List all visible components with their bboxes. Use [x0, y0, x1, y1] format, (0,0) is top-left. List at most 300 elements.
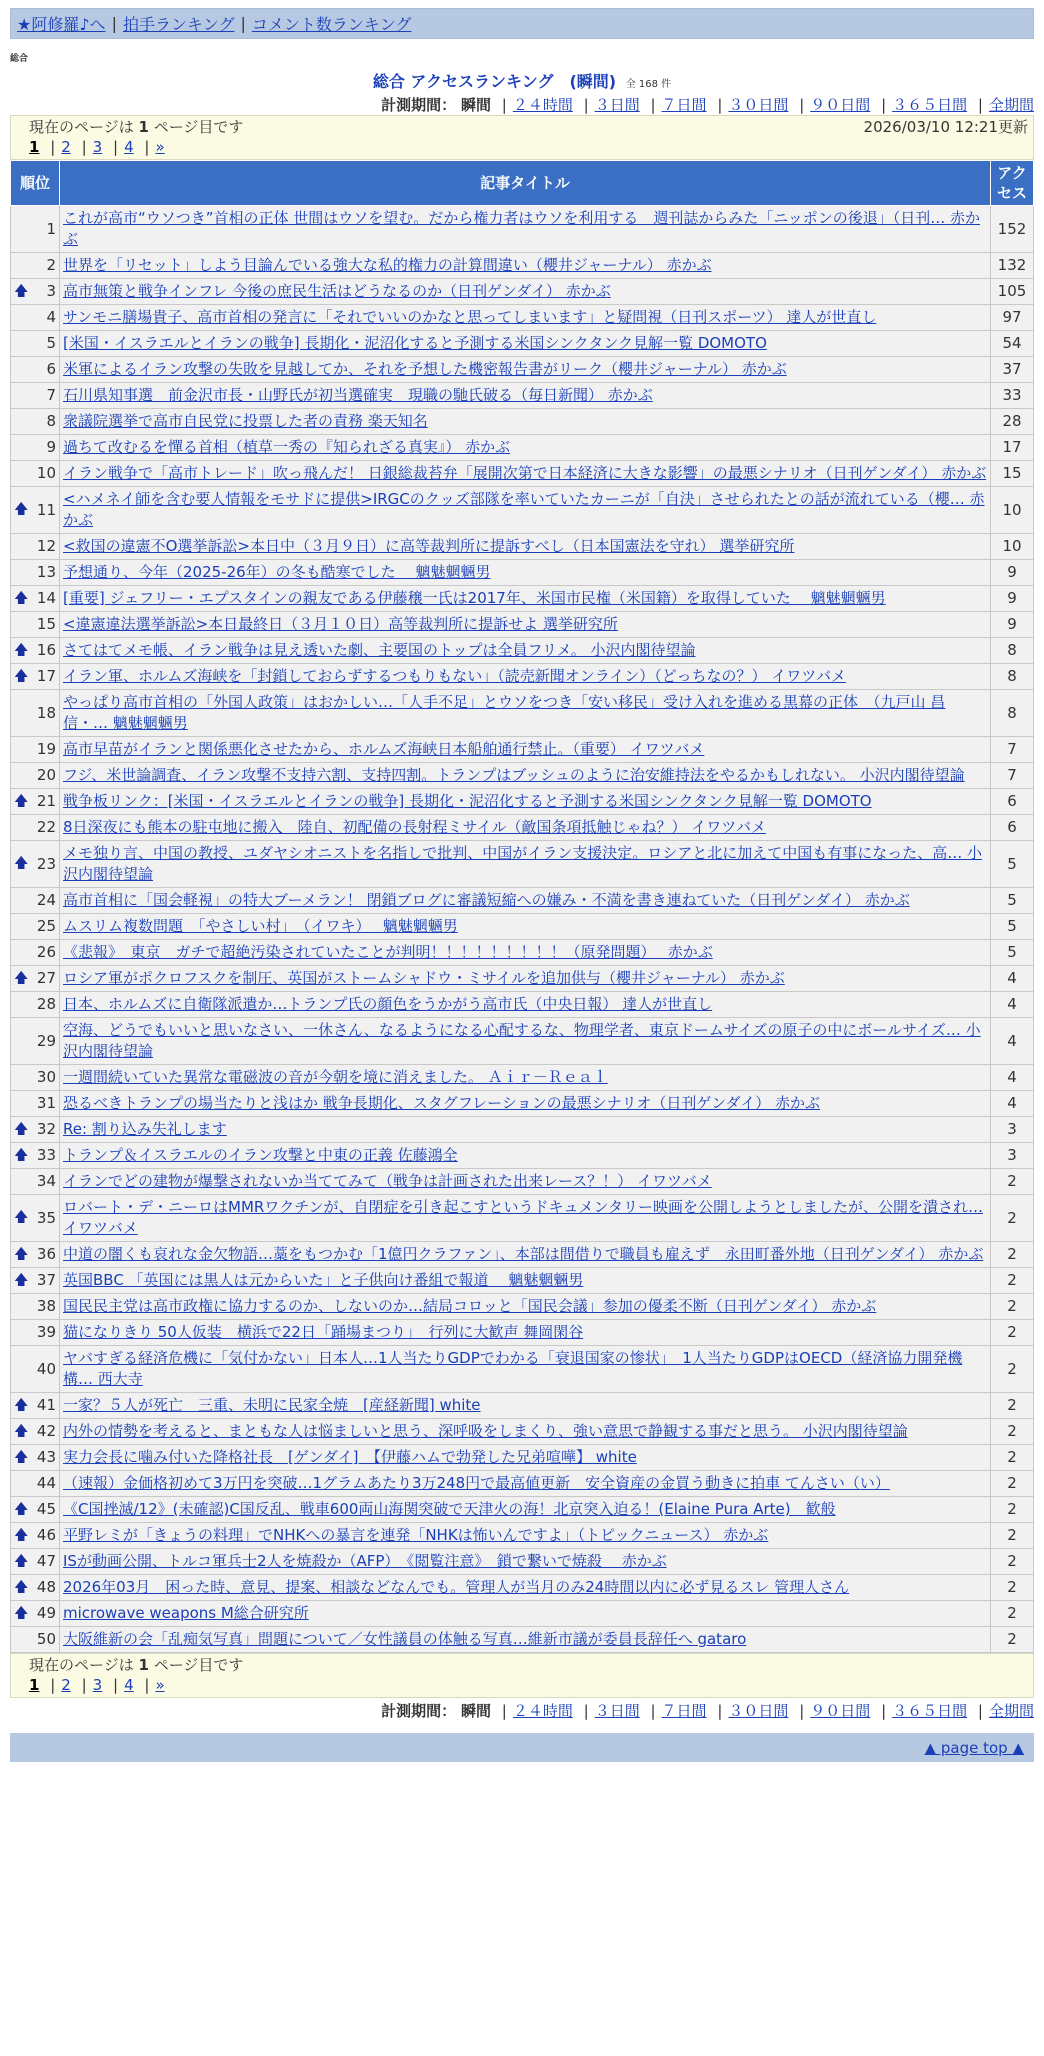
rank-number: 26: [36, 943, 56, 961]
rank-cell: [11, 305, 60, 331]
rank-cell: [11, 612, 60, 638]
table-header-row: [11, 161, 1034, 206]
table-row: [11, 206, 1034, 253]
article-title-link[interactable]: 8日深夜にも熊本の駐屯地に搬入 陸自、初配備の長射程ミサイル（敵国条項抵触じゃね？） イワツバメ: [63, 818, 766, 836]
period-link-7d[interactable]: ７日間: [661, 96, 707, 114]
article-title-link[interactable]: 過ちて改むるを憚る首相（植草一秀の『知られざる真実』） 赤かぶ: [63, 438, 511, 456]
table-row: [11, 1346, 1034, 1393]
rank-cell: [11, 1018, 60, 1065]
period-link-3d[interactable]: ３日間: [594, 96, 640, 114]
updated-timestamp: 2026/03/10 12:21更新: [863, 118, 1028, 136]
article-title-link[interactable]: 空海、どうでもいいと思いなさい、一休さん、なるようになる心配するな、物理学者、東京ドームサイズの原子の中にボールサイズ… 小沢内閣待望論: [63, 1021, 981, 1060]
rank-cell: [11, 1320, 60, 1346]
page-link-2[interactable]: 2: [61, 138, 71, 156]
period-selector-bottom: 計測期間： 瞬間 | ２４時間 | ３日間 | ７日間 | ３０日間 | ９０日間 | ３６５日間 | 全期間: [381, 1702, 1034, 1720]
rank-number: 37: [36, 1271, 56, 1289]
page-top-link[interactable]: ▲ page top ▲: [924, 1738, 1024, 1757]
article-title-link[interactable]: 米軍によるイラン攻撃の失敗を見越してか、それを予想した機密報告書がリーク（櫻井ジャーナル） 赤かぶ: [63, 360, 787, 378]
rank-up-arrow-icon: 🡅: [14, 590, 29, 606]
period-link-90d[interactable]: ９０日間: [810, 96, 871, 114]
title-cell: [60, 534, 991, 560]
article-title-link[interactable]: 予想通り、今年（2025-26年）の冬も酷寒でした 魑魅魍魎男: [63, 563, 491, 581]
article-title-link[interactable]: 国民民主党は高市政権に協力するのか、しないのか…結局コロッと「国民会議」参加の優柔不断（日刊ゲンダイ） 赤かぶ: [63, 1297, 877, 1315]
title-cell: [60, 305, 991, 331]
article-title-link[interactable]: [重要] ジェフリー・エプスタインの親友である伊藤穣一氏は2017年、米国市民権（米国籍）を取得していた 魑魅魍魎男: [63, 589, 886, 607]
rank-cell: [11, 1419, 60, 1445]
rank-number: 29: [36, 1031, 56, 1050]
table-row: [11, 279, 1034, 305]
period-current: 瞬間: [460, 96, 491, 114]
article-title-link[interactable]: 日本、ホルムズに自衛隊派遣か…トランプ氏の顔色をうかがう高市氏（中央日報） 達人が世直し: [63, 995, 713, 1013]
pager-bottom: [10, 1653, 1034, 1698]
table-row: [11, 560, 1034, 586]
period-link-365d[interactable]: ３６５日間: [892, 1702, 968, 1720]
article-title-link[interactable]: （速報）金価格初めて3万円を突破…1グラムあたり3万248円で最高値更新 安全資産の金買う動きに拍車 てんさい（い）: [63, 1474, 890, 1492]
article-title-link[interactable]: サンモニ膳場貴子、高市首相の発言に「それでいいのかなと思ってしまいます」と疑問視（日刊スポーツ） 達人が世直し: [63, 308, 877, 326]
access-count: 5: [991, 914, 1034, 940]
access-count: 4: [991, 966, 1034, 992]
rank-up-arrow-icon: 🡅: [14, 1605, 29, 1621]
access-count: 4: [991, 1091, 1034, 1117]
rank-number: 46: [36, 1526, 56, 1544]
rank-cell: [11, 1065, 60, 1091]
rank-number: 14: [36, 589, 56, 607]
access-count: 9: [991, 612, 1034, 638]
rank-number: 25: [36, 917, 56, 935]
rank-number: 41: [36, 1396, 56, 1414]
article-title-link[interactable]: 戦争板リンク：[米国・イスラエルとイランの戦争] 長期化・泥沼化すると予測する米国シンクタンク見解一覧 DOMOTO: [63, 792, 872, 810]
access-count: 2: [991, 1242, 1034, 1268]
rank-cell: [11, 253, 60, 279]
period-link-7d[interactable]: ７日間: [661, 1702, 707, 1720]
article-title-link[interactable]: さてはてメモ帳、イラン戦争は見え透いた劇、主要国のトップは全員フリメ。 小沢内閣待望論: [63, 641, 696, 659]
title-cell: [60, 940, 991, 966]
title-cell: [60, 331, 991, 357]
title-cell: [60, 1117, 991, 1143]
table-row: [11, 534, 1034, 560]
table-row: [11, 1195, 1034, 1242]
access-count: 5: [991, 841, 1034, 888]
article-title-link[interactable]: 2026年03月 困った時、意見、提案、相談などなんでも。管理人が当月のみ24時間以内に必ず見るスレ 管理人さん: [63, 1578, 850, 1596]
page-link-2[interactable]: 2: [61, 1676, 71, 1694]
article-title-link[interactable]: 一家？５人が死亡 三重、未明に民家全焼 [産経新聞] white: [63, 1396, 481, 1414]
access-count: 2: [991, 1294, 1034, 1320]
rank-cell: [11, 1195, 60, 1242]
period-link-24h[interactable]: ２４時間: [512, 96, 573, 114]
nav-link-ashura[interactable]: ★阿修羅♪へ: [17, 15, 106, 34]
access-count: 6: [991, 815, 1034, 841]
title-cell: [60, 206, 991, 253]
rank-cell: [11, 1601, 60, 1627]
rank-number: 12: [36, 537, 56, 555]
rank-up-arrow-icon: 🡅: [14, 1246, 29, 1262]
article-title-link[interactable]: やっぱり高市首相の「外国人政策」はおかしい…「人手不足」とウソをつき「安い移民」受け入れを進める黒幕の正体 （九戸山 昌信・… 魑魅魍魎男: [63, 693, 946, 732]
access-count: 8: [991, 690, 1034, 737]
access-count: 28: [991, 409, 1034, 435]
rank-number: 11: [36, 500, 56, 519]
title-cell: [60, 1195, 991, 1242]
access-count: 15: [991, 461, 1034, 487]
article-title-link[interactable]: 《悲報》 東京 ガチで超絶汚染されていたことが判明！！！！！！！！！（原発問題） 赤かぶ: [63, 943, 713, 961]
article-title-link[interactable]: 中道の闇くも哀れな金欠物語…藁をもつかむ「1億円クラファン」、本部は間借りで職員も雇えず 永田町番外地（日刊ゲンダイ） 赤かぶ: [63, 1245, 984, 1263]
rank-number: 16: [36, 641, 56, 659]
rank-cell: [11, 1268, 60, 1294]
title-cell: [60, 737, 991, 763]
period-label: 計測期間：: [381, 1702, 457, 1720]
article-title-link[interactable]: 一週間続いていた異常な電磁波の音が今朝を境に消えました。 Ａｉｒ－Ｒｅａｌ: [63, 1068, 608, 1086]
rank-number: 40: [36, 1359, 56, 1378]
access-count: 7: [991, 737, 1034, 763]
title-cell: [60, 914, 991, 940]
table-row: [11, 487, 1034, 534]
table-row: [11, 1143, 1034, 1169]
rank-up-arrow-icon: 🡅: [14, 1527, 29, 1543]
rank-up-arrow-icon: 🡅: [14, 1209, 29, 1226]
table-row: [11, 992, 1034, 1018]
title-cell: [60, 888, 991, 914]
title-cell: [60, 1242, 991, 1268]
article-title-link[interactable]: [米国・イスラエルとイランの戦争] 長期化・泥沼化すると予測する米国シンクタンク見解一覧 DOMOTO: [63, 334, 767, 352]
article-title-link[interactable]: ロバート・デ・ニーロはMMRワクチンが、自閉症を引き起こすというドキュメンタリー映画を公開しようとしましたが、公開を潰され… イワツバメ: [63, 1198, 983, 1237]
article-title-link[interactable]: 石川県知事選 前金沢市長・山野氏が初当選確実 現職の馳氏破る（毎日新聞） 赤かぶ: [63, 386, 653, 404]
access-count: 9: [991, 586, 1034, 612]
table-row: [11, 1471, 1034, 1497]
table-row: [11, 1065, 1034, 1091]
rank-up-arrow-icon: 🡅: [14, 1579, 29, 1595]
article-title-link[interactable]: ムスリム複数問題 「やさしい村」 （イワキ） 魑魅魍魎男: [63, 917, 458, 935]
rank-number: 17: [36, 667, 56, 685]
article-title-link[interactable]: 《C国挫滅/12》(未確認)C国反乱、戦車600両山海関突破で天津火の海！北京突入迫る！(Elaine Pura Arte) 歓般: [63, 1500, 836, 1518]
article-title-link[interactable]: 内外の情勢を考えると、まともな人は悩ましいと思う、深呼吸をしまくり、強い意思で静観する事だと思う。 小沢内閣待望論: [63, 1422, 908, 1440]
rank-up-arrow-icon: 🡅: [14, 970, 29, 986]
nav-link-comment-ranking[interactable]: コメント数ランキング: [251, 15, 412, 34]
total-count: 全 168 件: [625, 79, 672, 90]
rank-cell: [11, 1117, 60, 1143]
access-count: 2: [991, 1445, 1034, 1471]
table-row: [11, 1393, 1034, 1419]
article-title-link[interactable]: 英国BBC 「英国には黒人は元からいた」と子供向け番組で報道 魑魅魍魎男: [63, 1271, 584, 1289]
nav-separator: |: [111, 14, 117, 33]
period-label: 計測期間：: [381, 96, 457, 114]
rank-number: 38: [36, 1297, 56, 1315]
rank-cell: [11, 638, 60, 664]
title-cell: [60, 560, 991, 586]
rank-number: 27: [36, 969, 56, 987]
rank-number: 45: [36, 1500, 56, 1518]
title-cell: [60, 966, 991, 992]
rank-number: 3: [46, 282, 56, 300]
title-cell: [60, 638, 991, 664]
article-title-link[interactable]: ISが動画公開、トルコ軍兵士2人を焼殺か（AFP） 《閲覧注意》 鎖で繋いで焼殺 赤かぶ: [63, 1552, 667, 1570]
period-link-365d[interactable]: ３６５日間: [892, 96, 968, 114]
article-title-link[interactable]: Re: 割り込み失礼します: [63, 1120, 227, 1138]
rank-cell: [11, 940, 60, 966]
table-row: [11, 1169, 1034, 1195]
title-cell: [60, 1471, 991, 1497]
article-title-link[interactable]: 猫になりきり 50人仮装 横浜で22日「踊場まつり」 行列に大歓声 舞岡閑谷: [63, 1323, 584, 1341]
rank-number: 5: [46, 334, 56, 352]
article-title-link[interactable]: ロシア軍がポクロフスクを制圧、英国がストームシャドウ・ミサイルを追加供与（櫻井ジャーナル） 赤かぶ: [63, 969, 785, 987]
nav-separator: |: [240, 14, 246, 33]
article-title-link[interactable]: ヤバすぎる経済危機に「気付かない」日本人…1人当たりGDPでわかる「衰退国家の惨状」 1人当たりGDPはOECD（経済協力開発機構… 西大寺: [63, 1349, 963, 1388]
rank-number: 18: [36, 703, 56, 722]
access-count: 33: [991, 383, 1034, 409]
article-title-link[interactable]: フジ、米世論調査、イラン攻撃不支持六割、支持四割。トランプはブッシュのように治安維持法をやるかもしれない。 小沢内閣待望論: [63, 766, 965, 784]
ranking-table: [10, 160, 1034, 1653]
rank-number: 2: [46, 256, 56, 274]
article-title-link[interactable]: イランでどの建物が爆撃されないか当ててみて（戦争は計画された出来レース？！） イワツバメ: [63, 1172, 712, 1190]
article-title-link[interactable]: 世界を「リセット」しよう目論んでいる強大な私的権力の計算間違い（櫻井ジャーナル） 赤かぶ: [63, 256, 712, 274]
rank-number: 36: [36, 1245, 56, 1263]
rank-cell: [11, 1523, 60, 1549]
article-title-link[interactable]: 高市無策と戦争インフレ 今後の庶民生活はどうなるのか（日刊ゲンダイ） 赤かぶ: [63, 282, 611, 300]
period-link-all[interactable]: 全期間: [988, 1702, 1034, 1720]
article-title-link[interactable]: これが高市“ウソつき”首相の正体 世間はウソを望む。だから権力者はウソを利用する 週刊誌からみた「ニッポンの後退」（日刊… 赤かぶ: [63, 209, 980, 248]
rank-cell: [11, 1497, 60, 1523]
table-row: [11, 1018, 1034, 1065]
rank-up-arrow-icon: 🡅: [14, 1147, 29, 1163]
title-cell: [60, 1018, 991, 1065]
article-title-link[interactable]: 高市首相に「国会軽視」の特大ブーメラン！ 閉鎖ブログに審議短縮への嫌み・不満を書き連ねていた（日刊ゲンダイ） 赤かぶ: [63, 891, 910, 909]
footer-bar: [10, 1733, 1034, 1762]
rank-number: 8: [46, 412, 56, 430]
rank-up-arrow-icon: 🡅: [14, 1501, 29, 1517]
rank-cell: [11, 1143, 60, 1169]
rank-cell: [11, 763, 60, 789]
rank-number: 6: [46, 360, 56, 378]
rank-cell: [11, 534, 60, 560]
rank-up-arrow-icon: 🡅: [14, 283, 29, 299]
access-count: 2: [991, 1393, 1034, 1419]
table-row: [11, 435, 1034, 461]
access-count: 2: [991, 1419, 1034, 1445]
rank-up-arrow-icon: 🡅: [14, 855, 29, 872]
table-row: [11, 690, 1034, 737]
access-count: 2: [991, 1346, 1034, 1393]
current-page-text: 現在のページは 1 ページ目です: [29, 118, 244, 136]
period-link-3d[interactable]: ３日間: [594, 1702, 640, 1720]
title-cell: [60, 1419, 991, 1445]
rank-number: 49: [36, 1604, 56, 1622]
rank-up-arrow-icon: 🡅: [14, 1397, 29, 1413]
rank-cell: [11, 1294, 60, 1320]
title-cell: [60, 815, 991, 841]
rank-up-arrow-icon: 🡅: [14, 668, 29, 684]
table-row: [11, 612, 1034, 638]
rank-number: 34: [36, 1172, 56, 1190]
access-count: 6: [991, 789, 1034, 815]
article-title-link[interactable]: イラン軍、ホルムズ海峡を「封鎖しておらずするつもりもない」（読売新聞オンライン）（どっちなの？） イワツバメ: [63, 667, 846, 685]
page-link-4[interactable]: 4: [124, 1676, 134, 1694]
rank-number: 42: [36, 1422, 56, 1440]
article-title-link[interactable]: 衆議院選挙で高市自民党に投票した者の責務 楽天知名: [63, 412, 428, 430]
table-row: [11, 409, 1034, 435]
table-row: [11, 1091, 1034, 1117]
article-title-link[interactable]: 恐るべきトランプの場当たりと浅はか 戦争長期化、スタグフレーションの最悪シナリオ（日刊ゲンダイ） 赤かぶ: [63, 1094, 820, 1112]
title-cell: [60, 763, 991, 789]
page-next-link[interactable]: »: [155, 1676, 165, 1694]
title-cell: [60, 1575, 991, 1601]
rank-number: 32: [36, 1120, 56, 1138]
title-cell: [60, 1497, 991, 1523]
table-row: [11, 888, 1034, 914]
table-row: [11, 1549, 1034, 1575]
page-links: 1 | 2 | 3 | 4 | »: [29, 1676, 165, 1694]
rank-cell: [11, 435, 60, 461]
article-title-link[interactable]: <ハメネイ師を含む要人情報をモサドに提供>IRGCのクッズ部隊を率いていたカーニが「自決」させられたとの話が流れている（櫻… 赤かぶ: [63, 490, 985, 529]
rank-number: 44: [36, 1474, 56, 1492]
access-count: 2: [991, 1169, 1034, 1195]
article-title-link[interactable]: イラン戦争で「高市トレード」吹っ飛んだ！ 日銀総裁苔弁「展開次第で日本経済に大きな影響」の最悪シナリオ（日刊ゲンダイ） 赤かぶ: [63, 464, 987, 482]
title-cell: [60, 586, 991, 612]
ranking-title-row: [10, 69, 1034, 92]
title-cell: [60, 435, 991, 461]
rank-cell: [11, 461, 60, 487]
access-count: 2: [991, 1549, 1034, 1575]
col-header-title: 記事タイトル: [60, 161, 991, 206]
page-link-3[interactable]: 3: [92, 138, 103, 156]
access-count: 4: [991, 1018, 1034, 1065]
article-title-link[interactable]: 平野レミが「きょうの料理」でNHKへの暴言を連発「NHKは怖いんですよ」（トピックニュース） 赤かぶ: [63, 1526, 769, 1544]
title-cell: [60, 1549, 991, 1575]
table-row: [11, 940, 1034, 966]
table-row: [11, 966, 1034, 992]
rank-cell: [11, 1471, 60, 1497]
article-title-link[interactable]: メモ独り言、中国の教授、ユダヤシオニストを名指しで批判、中国がイラン支援決定。ロシアと北に加えて中国も有事になった、高… 小沢内閣待望論: [63, 844, 983, 883]
nav-link-clap-ranking[interactable]: 拍手ランキング: [122, 15, 235, 34]
top-nav-bar: [10, 8, 1034, 39]
access-count: 105: [991, 279, 1034, 305]
article-title-link[interactable]: 高市早苗がイランと関係悪化させたから、ホルムズ海峡日本船舶通行禁止。（重要） イワツバメ: [63, 740, 705, 758]
rank-number: 23: [36, 854, 56, 873]
rank-cell: [11, 560, 60, 586]
table-row: [11, 461, 1034, 487]
table-row: [11, 737, 1034, 763]
page-current: 1: [29, 138, 40, 156]
title-cell: [60, 664, 991, 690]
rank-cell: [11, 1169, 60, 1195]
page-title: 総合 アクセスランキング (瞬間): [372, 72, 617, 91]
rank-number: 19: [36, 740, 56, 758]
col-header-rank: 順位: [11, 161, 60, 206]
rank-number: 48: [36, 1578, 56, 1596]
title-cell: [60, 1627, 991, 1653]
article-title-link[interactable]: 大阪維新の会「乱痴気写真」問題について／女性議員の体触る写真…維新市議が委員長辞任へ gataro: [63, 1630, 747, 1648]
table-row: [11, 1575, 1034, 1601]
access-count: 4: [991, 1065, 1034, 1091]
rank-cell: [11, 206, 60, 253]
page-links: 1 | 2 | 3 | 4 | »: [29, 138, 165, 156]
period-selector-top: 計測期間： 瞬間 | ２４時間 | ３日間 | ７日間 | ３０日間 | ９０日間 | ３６５日間 | 全期間: [381, 96, 1034, 114]
period-link-24h[interactable]: ２４時間: [512, 1702, 573, 1720]
table-row: [11, 1242, 1034, 1268]
period-link-all[interactable]: 全期間: [988, 96, 1034, 114]
rank-cell: [11, 1393, 60, 1419]
title-cell: [60, 487, 991, 534]
page-link-4[interactable]: 4: [124, 138, 134, 156]
pager-top: [10, 115, 1034, 160]
article-title-link[interactable]: 実力会長に噛み付いた降格社長 [ゲンダイ] 【伊藤ハムで勃発した兄弟喧嘩】 white: [63, 1448, 637, 1466]
title-cell: [60, 992, 991, 1018]
rank-number: 10: [36, 464, 56, 482]
rank-cell: [11, 1346, 60, 1393]
rank-number: 24: [36, 891, 56, 909]
article-title-link[interactable]: トランプ＆イスラエルのイラン攻撃と中東の正義 佐藤鴻全: [63, 1146, 458, 1164]
rank-up-arrow-icon: 🡅: [14, 793, 29, 809]
rank-number: 9: [46, 438, 56, 456]
ranking-table-body: [11, 206, 1034, 1653]
title-cell: [60, 841, 991, 888]
rank-cell: [11, 664, 60, 690]
article-title-link[interactable]: <救国の違憲不O選挙訴訟>本日中（３月９日）に高等裁判所に提訴すべし（日本国憲法を守れ） 選挙研究所: [63, 537, 795, 555]
rank-cell: [11, 357, 60, 383]
table-row: [11, 1523, 1034, 1549]
title-cell: [60, 1169, 991, 1195]
access-count: 37: [991, 357, 1034, 383]
article-title-link[interactable]: <違憲違法選挙訴訟>本日最終日（３月１０日）高等裁判所に提訴せよ 選挙研究所: [63, 615, 618, 633]
title-cell: [60, 1268, 991, 1294]
title-cell: [60, 1091, 991, 1117]
rank-cell: [11, 888, 60, 914]
article-title-link[interactable]: microwave weapons M総合研究所: [63, 1604, 309, 1622]
table-row: [11, 638, 1034, 664]
title-cell: [60, 461, 991, 487]
rank-number: 47: [36, 1552, 56, 1570]
rank-number: 50: [36, 1630, 56, 1648]
access-count: 54: [991, 331, 1034, 357]
rank-cell: [11, 383, 60, 409]
rank-cell: [11, 1445, 60, 1471]
access-count: 9: [991, 560, 1034, 586]
title-cell: [60, 1523, 991, 1549]
rank-number: 39: [36, 1323, 56, 1341]
rank-number: 43: [36, 1448, 56, 1466]
table-row: [11, 253, 1034, 279]
category-label: 総合: [10, 54, 29, 64]
access-count: 3: [991, 1143, 1034, 1169]
table-row: [11, 1419, 1034, 1445]
access-count: 5: [991, 940, 1034, 966]
rank-up-arrow-icon: 🡅: [14, 1449, 29, 1465]
access-count: 8: [991, 664, 1034, 690]
access-count: 2: [991, 1627, 1034, 1653]
page-current: 1: [29, 1676, 40, 1694]
rank-cell: [11, 1549, 60, 1575]
period-link-30d[interactable]: ３０日間: [728, 1702, 789, 1720]
access-count: 132: [991, 253, 1034, 279]
page-next-link[interactable]: »: [155, 138, 165, 156]
page-link-3[interactable]: 3: [92, 1676, 103, 1694]
title-cell: [60, 1445, 991, 1471]
rank-up-arrow-icon: 🡅: [14, 501, 29, 518]
title-cell: [60, 357, 991, 383]
rank-number: 35: [36, 1208, 56, 1227]
table-row: [11, 815, 1034, 841]
title-cell: [60, 253, 991, 279]
table-row: [11, 1497, 1034, 1523]
table-row: [11, 383, 1034, 409]
table-row: [11, 331, 1034, 357]
period-link-30d[interactable]: ３０日間: [728, 96, 789, 114]
rank-number: 28: [36, 995, 56, 1013]
title-cell: [60, 409, 991, 435]
period-link-90d[interactable]: ９０日間: [810, 1702, 871, 1720]
rank-number: 31: [36, 1094, 56, 1112]
access-count: 2: [991, 1195, 1034, 1242]
title-cell: [60, 383, 991, 409]
title-cell: [60, 1065, 991, 1091]
rank-number: 33: [36, 1146, 56, 1164]
